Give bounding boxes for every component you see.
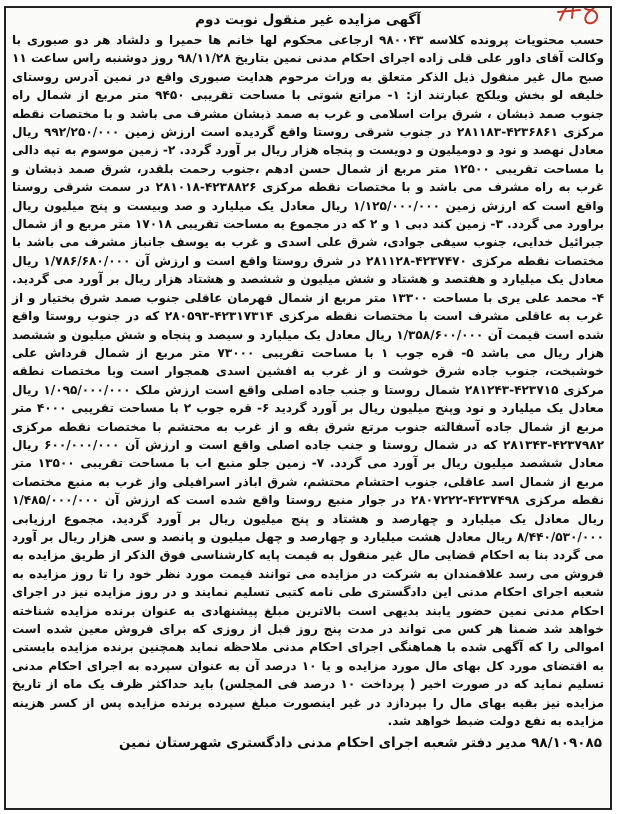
notice-title: آگهی مزایده غیر منقول نوبت دوم (195, 12, 421, 28)
auction-notice-clipping (4, 6, 612, 810)
notice-body: حسب محتویات پرونده کلاسه ۹۸۰۰۴۳ ارجاعی محکوم لها خانم ها حمیرا و دلشاد هر دو صبوری با وکالت آقای داور علی قلی زاده اجرای احکام مدنی نمین بتاریخ ۹۸/۱۱/۲۸ روز دوشنبه راس ساعت ۱۱ صبح مال غیر منقول ذیل الذکر متعلق به وراث مرحوم هدایت صبوری واقع در نمین آدرس روستای خلیفه لو بخش ویلکج عبارتند از: ۱- مراتع شوتی با مساحت تقریبی ۹۴۵۰ متر مربع از شمال راه جنوب صمد ذبشان ، شرق برات اسلامی و غرب به صمد ذبشان مشرف می باشد و با مختصات نقطه مرکزی ۴۲۳۶۸۶۱-۲۸۱۱۸۳ در جنوب شرقی روستا واقع گردیده است ارزش زمین ۹۹۲/۲۵۰/۰۰۰ ریال معادل نهصد و نود و دومیلیون و دویست و پنجاه هزار ریال بر آورد گردد. ۲- زمین موسوم به تپه دالی با مساحت تقریبی ۱۲۵۰۰ متر مربع از شمال حسن ادهم ،جنوب رحمت بلقدر، شرق صمد ذبشان و غرب به راه مشرف می باشد و با مختصات نقطه مرکزی ۴۲۳۸۸۲۶-۲۸۱۰۱۸ در سمت شرقی روستا واقع است که ارزش زمین ۱/۱۲۵/۰۰۰/۰۰۰ ریال معادل یک میلیارد و صد وبیست و پنج میلیون ریال براورد می گردد. ۳- زمین کند دبی ۱ و ۲ که در مجموع به مساحت تقریبی ۱۷۰۱۸ متر مربع و از شمال جبرائیل خدایی، جنوب سیفی جوادی، شرق علی اسدی و غرب به یوسف جانباز مشرف می باشد با مختصات نقطه مرکزی ۴۲۳۷۴۷۰-۲۸۱۱۲۸ در شرق روستا واقع است و ارزش آن ۱/۷۸۶/۶۸۰/۰۰۰ ریال معادل یک میلیارد و هفتصد و هشتاد و شش میلیون و ششصد و هشتاد هزار ریال بر آورد می گردید. ۴- محمد علی یری با مساحت ۱۳۳۰۰ متر مربع از شمال قهرمان عاقلی جنوب صمد شرق بختیار و از غرب به عاقلی مشرف است با مختصات نقطه مرکزی ۴۲۳۱۷۳۱۴-۲۸۰۵۹۳ که در جنوب روستا واقع شده است قیمت آن ۱/۳۵۸/۶۰۰/۰۰۰ ریال معادل یک میلیارد و سیصد و پنجاه و شش میلیون و ششصد هزار ریال می باشد ۵- قره جوب ۱ با مساحت تقریبی ۷۳۰۰۰ متر مربع از شمال قرداش علی خوشبخت، جنوب جاده شرق خوشت و از غرب به افشین اسدی همجوار است وبا مختصات نطقه مرکزی ۴۲۳۷۱۵-۲۸۱۲۴۳ شمال روستا و جنب جاده اصلی واقع است ارزش ملک ۱/۰۹۵/۰۰۰/۰۰۰ ریال معادل یک میلیارد و نود وپنج میلیون ریال بر آورد گردید ۶- قره جوب ۲ با مساحت تقریبی ۴۰۰۰ متر مربع از شمال جاده آسفالته جنوب مرتع شرق بقه و از غرب به محتشم با مختصات نقطه مرکزی ۴۲۳۷۹۸۲-۲۸۱۳۴۳ که در شمال روستا و جنب جاده اصلی واقع است و ارزش آن ۶۰۰/۰۰۰/۰۰۰ ریال معادل ششصد میلیون ریال بر آورد می گردد. ۷- زمین جلو منبع اب با مساحت تقریبی ۱۳۵۰۰ متر مربع از شمال اسد عاقلی، جنوب احتشام محتشم، شرق اباذر اسرافیلی واز غرب به منبع مختصات نقطه مرکزی ۴۲۳۷۴۹۸-۲۸۰۷۲۲۲ در جوار منبع روستا واقع شده است که ارزش آن ۱/۴۸۵/۰۰۰/۰۰۰ ریال معادل یک میلیارد و چهارصد و هشتاد و پنج میلیون ریال بر آورد گردید. مجموع ارزیابی ۸/۴۴۰/۵۳۰/۰۰۰ ریال معادل هشت میلیارد و چهارصد و چهل میلیون و پانصد و سی هزار ریال بر آورد می گردد بنا به احکام قضایی مال غیر منقول به قیمت پایه کارشناسی فوق الذکر از طریق مزایده به فروش می رسد علاقمندان به شرکت در مزایده می توانند قیمت مورد نظر خود را تا روز مزایده به شعبه اجرای احکام مدنی این دادگستری طی نامه کتبی تسلیم نمایند و در روز مزایده نیز در اجرای احکام مدنی نمین حضور یابند بدیهی است بالاترین مبلغ پیشنهادی به عنوان برنده مزایده شناخته خواهد شد ضمنا هر کس می تواند در مدت پنج روز قبل از روزی که برای فروش معین شده است اموالی را که آگهی شده با هماهنگی اجرای احکام مدنی ملاحظه نماید همچنین برنده مزایده بایستی به اقتضای مورد کل بهای مال مورد مزایده و یا ۱۰ درصد آن به عنوان سپرده به اجرای احکام مدنی تسلیم نماید که در صورت اخیر ( پرداخت ۱۰ درصد فی المجلس) باید حداکثر ظرف یک ماه از تاریخ مزایده نیز بقیه بهای مال را بپردازد در غیر اینصورت مبلغ سپرده برنده مزایده پس از کسر هزینه مزایده به نفع دولت ضبط خواهد شد. (12, 33, 605, 729)
handwritten-mark-48 (554, 6, 606, 28)
notice-footer: ۹۸/۱۰۹۰۸۵ مدیر دفتر شعبه اجرای احکام مدنی دادگستری شهرستان نمین (119, 735, 602, 752)
